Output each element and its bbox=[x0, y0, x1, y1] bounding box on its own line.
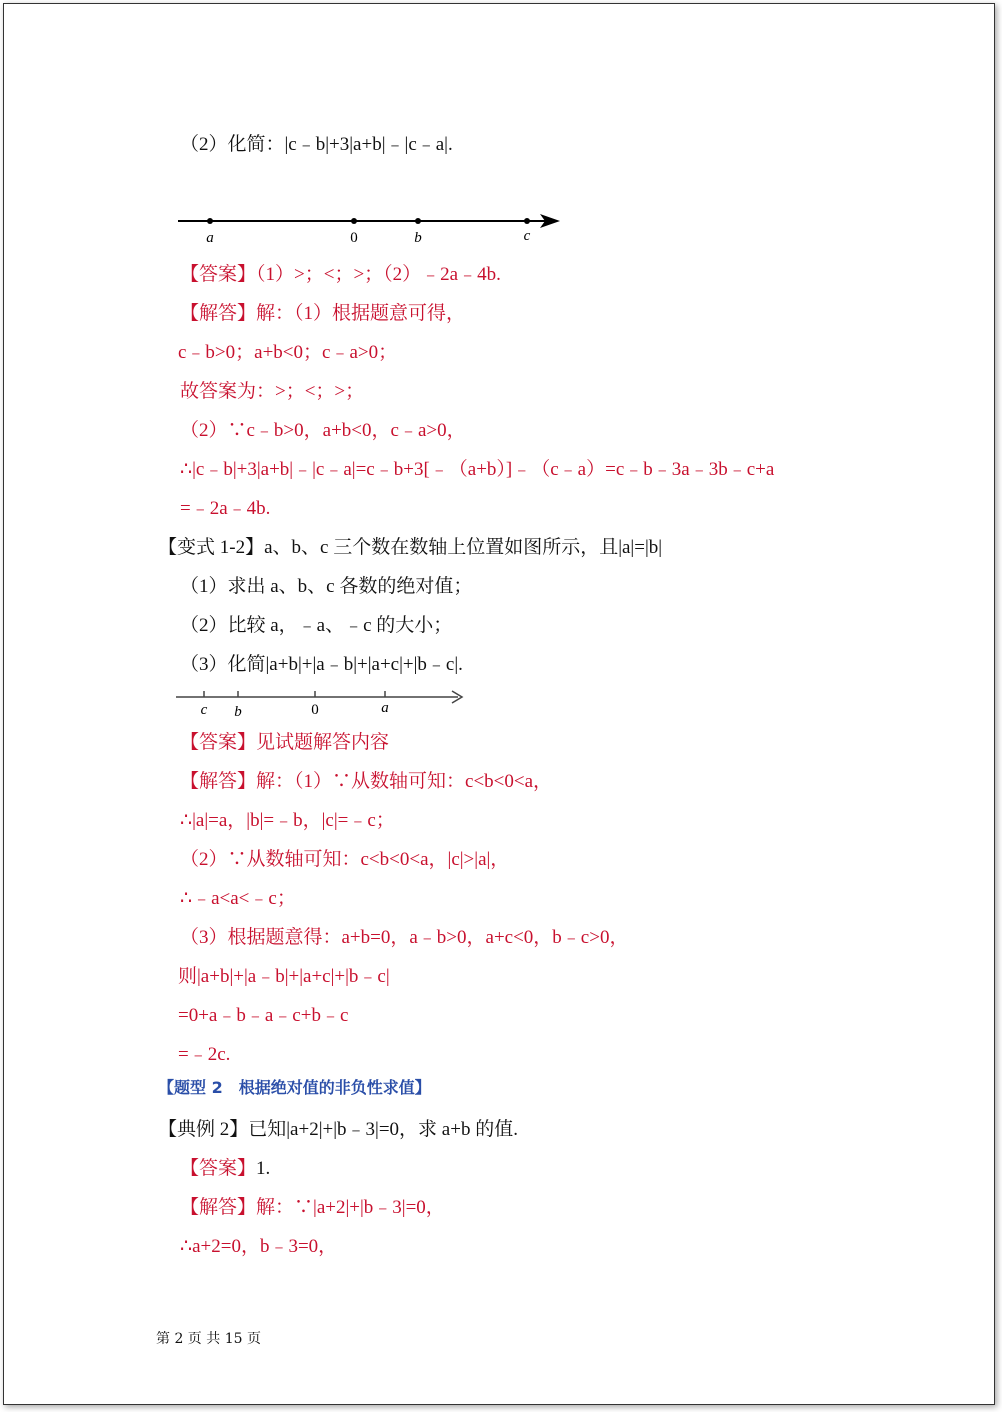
solution-1-line-4: （2）∵c﹣b>0，a+b<0，c﹣a>0， bbox=[180, 420, 466, 441]
answer-3: 【答案】1. bbox=[180, 1158, 271, 1179]
answer-2: 【答案】见试题解答内容 bbox=[180, 732, 390, 753]
solution-1-line-3: 故答案为：>；<；>； bbox=[180, 381, 365, 402]
label-b2: b bbox=[234, 704, 242, 720]
solution-2-line-2: ∴|a|=a，|b|=﹣b，|c|=﹣c； bbox=[180, 810, 395, 831]
answer-3-tag: 【答案】 bbox=[180, 1158, 257, 1179]
solution-1-line-1: 【解答】解：（1）根据题意可得， bbox=[180, 303, 466, 324]
example-2-title: 【典例 2】已知|a+2|+|b﹣3|=0，求 a+b 的值. bbox=[158, 1119, 518, 1140]
variant-item-1: （1）求出 a、b、c 各数的绝对值； bbox=[180, 576, 473, 597]
solution-2-line-5: （3）根据题意得：a+b=0，a﹣b>0，a+c<0，b﹣c>0， bbox=[180, 927, 629, 948]
label-c: c bbox=[523, 228, 531, 244]
variant-1-2-title: 【变式 1-2】a、b、c 三个数在数轴上位置如图所示，且|a|=|b| bbox=[158, 537, 663, 558]
page-footer: 第 2 页 共 15 页 bbox=[156, 1331, 261, 1347]
label-a2: a bbox=[381, 700, 389, 716]
variant-item-2: （2）比较 a，﹣a、﹣c 的大小； bbox=[180, 615, 453, 636]
solution-2-line-7: =0+a﹣b﹣a﹣c+b﹣c bbox=[178, 1005, 349, 1026]
solution-2-line-4: ∴﹣a<a<﹣c； bbox=[180, 888, 296, 909]
solution-3-line-1: 【解答】解：∵|a+2|+|b﹣3|=0， bbox=[180, 1197, 445, 1218]
label-a: a bbox=[206, 230, 214, 246]
solution-1-line-2: c﹣b>0；a+b<0；c﹣a>0； bbox=[178, 342, 398, 363]
solution-2-line-6: 则|a+b|+|a﹣b|+|a+c|+|b﹣c| bbox=[178, 966, 390, 987]
solution-3-line-2: ∴a+2=0，b﹣3=0， bbox=[180, 1236, 338, 1257]
answer-1: 【答案】（1）>；<；>；（2）﹣2a﹣4b. bbox=[180, 264, 501, 285]
label-c2: c bbox=[200, 702, 208, 718]
solution-1-line-5: ∴|c﹣b|+3|a+b|﹣|c﹣a|=c﹣b+3[﹣（a+b）]﹣（c﹣a）=c﹣b﹣3a﹣3b﹣c+a bbox=[180, 459, 775, 480]
solution-1-line-6: =﹣2a﹣4b. bbox=[180, 498, 271, 519]
solution-2-line-8: =﹣2c. bbox=[178, 1044, 231, 1065]
label-b: b bbox=[414, 230, 422, 246]
label-zero2: 0 bbox=[311, 702, 319, 718]
question-part-2: （2）化简：|c﹣b|+3|a+b|﹣|c﹣a|. bbox=[180, 134, 453, 155]
solution-2-line-3: （2）∵从数轴可知：c<b<0<a，|c|>|a|， bbox=[180, 849, 510, 870]
label-0: 0 bbox=[350, 230, 358, 246]
variant-item-3: （3）化简|a+b|+|a﹣b|+|a+c|+|b﹣c|. bbox=[180, 654, 463, 675]
section-heading-type-2: 【题型 2 根据绝对值的非负性求值】 bbox=[158, 1078, 431, 1097]
solution-2-line-1: 【解答】解：（1）∵从数轴可知：c<b<0<a， bbox=[180, 771, 553, 792]
